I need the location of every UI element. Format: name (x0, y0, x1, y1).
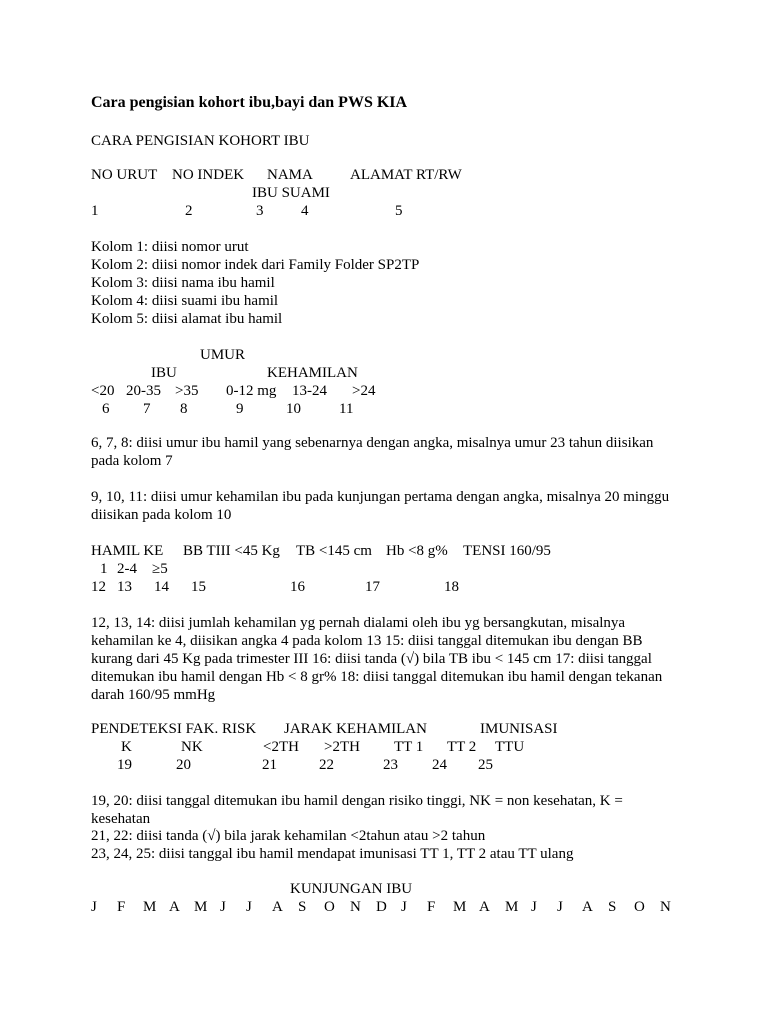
kolom-note: Kolom 5: diisi alamat ibu hamil (91, 311, 283, 327)
col-number: 12 (91, 579, 106, 595)
col-range: >35 (175, 383, 199, 399)
col-number: 9 (236, 401, 244, 417)
kunjungan-heading: KUNJUNGAN IBU (290, 881, 413, 897)
col-number: 14 (154, 579, 169, 595)
col-number: 16 (290, 579, 305, 595)
col-number: 8 (180, 401, 188, 417)
col-subheader: 1 (100, 561, 108, 577)
month-label: S (298, 899, 307, 915)
col-header-no-urut: NO URUT (91, 167, 158, 183)
col-number: 4 (301, 203, 309, 219)
col-header-jarak: JARAK KEHAMILAN (284, 721, 427, 737)
month-label: M (453, 899, 467, 915)
month-label: J (91, 899, 97, 915)
month-label: J (531, 899, 537, 915)
kolom-note: Kolom 2: diisi nomor indek dari Family Folder SP2TP (91, 257, 420, 273)
col-subheader: TT 2 (447, 739, 477, 755)
col-number: 7 (143, 401, 151, 417)
col-number: 2 (185, 203, 193, 219)
col-number: 5 (395, 203, 403, 219)
col-header-tensi: TENSI 160/95 (463, 543, 551, 559)
col-header-ibu: IBU (151, 365, 177, 381)
col-header-alamat: ALAMAT RT/RW (350, 167, 462, 183)
col-number: 3 (256, 203, 264, 219)
col-subheader: ≥5 (152, 561, 168, 577)
month-label: O (324, 899, 335, 915)
col-number: 17 (365, 579, 380, 595)
col-subheader: TT 1 (394, 739, 424, 755)
col-number: 18 (444, 579, 459, 595)
month-label: J (401, 899, 407, 915)
month-label: S (608, 899, 617, 915)
kolom-note: Kolom 1: diisi nomor urut (91, 239, 249, 255)
col-number: 1 (91, 203, 99, 219)
col-subheader: >2TH (324, 739, 360, 755)
col-number: 21 (262, 757, 277, 773)
col-number: 20 (176, 757, 191, 773)
col-header-hb: Hb <8 g% (386, 543, 448, 559)
col-range: 20-35 (126, 383, 161, 399)
month-label: F (117, 899, 126, 915)
col-number: 22 (319, 757, 334, 773)
month-label: M (194, 899, 208, 915)
col-header-hamil-ke: HAMIL KE (91, 543, 164, 559)
document-title: Cara pengisian kohort ibu,bayi dan PWS KIA (91, 94, 408, 111)
kolom-note: Kolom 4: diisi suami ibu hamil (91, 293, 279, 309)
month-label: A (169, 899, 180, 915)
month-label: J (557, 899, 563, 915)
col-subheader: TTU (495, 739, 525, 755)
col-header-imunisasi: IMUNISASI (480, 721, 558, 737)
paragraph-1920: 19, 20: diisi tanggal ditemukan ibu hamil dengan risiko tinggi, NK = non kesehatan, K = kesehatan (91, 793, 623, 827)
col-range: 13-24 (292, 383, 327, 399)
col-header-tb: TB <145 cm (296, 543, 372, 559)
month-label: M (505, 899, 519, 915)
col-range: <20 (91, 383, 115, 399)
month-label: J (220, 899, 226, 915)
col-subheader-ibu-suami: IBU SUAMI (252, 185, 330, 201)
col-number: 23 (383, 757, 398, 773)
kolom-note: Kolom 3: diisi nama ibu hamil (91, 275, 275, 291)
month-label: J (246, 899, 252, 915)
col-header-nama: NAMA (267, 167, 313, 183)
col-subheader: 2-4 (117, 561, 137, 577)
col-header-umur: UMUR (200, 347, 246, 363)
col-number: 15 (191, 579, 206, 595)
col-number: 13 (117, 579, 132, 595)
col-header-kehamilan: KEHAMILAN (267, 365, 358, 381)
col-number: 25 (478, 757, 493, 773)
col-subheader: <2TH (263, 739, 299, 755)
month-label: N (660, 899, 671, 915)
col-range: >24 (352, 383, 376, 399)
col-range: 0-12 mg (226, 383, 277, 399)
section-heading: CARA PENGISIAN KOHORT IBU (91, 133, 310, 149)
month-label: A (582, 899, 593, 915)
col-header-no-indek: NO INDEK (172, 167, 245, 183)
month-label: N (350, 899, 361, 915)
paragraph-1218: 12, 13, 14: diisi jumlah kehamilan yg pernah dialami oleh ibu yg bersangkutan, misalnya kehamilan ke 4, diisikan angka 4 pada kolom 13 15: diisi tanggal ditemukan ibu dengan BB kurang dari 45 Kg pada trimester III 16: diisi tanda (√) bila TB ibu < 145 cm 17: diisi tanggal ditemukan ibu hamil dengan Hb < 8 gr% 18: diisi tanggal ditemukan ibu hamil dengan tekanan darah 160/95 mmHg (91, 615, 663, 703)
paragraph-2122: 21, 22: diisi tanda (√) bila jarak kehamilan <2tahun atau >2 tahun (91, 828, 486, 844)
col-subheader: K (121, 739, 132, 755)
col-number: 11 (339, 401, 354, 417)
col-subheader: NK (181, 739, 203, 755)
col-number: 24 (432, 757, 447, 773)
month-label: M (143, 899, 157, 915)
month-label: D (376, 899, 387, 915)
paragraph-678: 6, 7, 8: diisi umur ibu hamil yang sebenarnya dengan angka, misalnya umur 23 tahun diisikan pada kolom 7 (91, 435, 654, 469)
col-number: 10 (286, 401, 301, 417)
col-number: 6 (102, 401, 110, 417)
col-header-bb: BB TIII <45 Kg (183, 543, 280, 559)
month-label: A (479, 899, 490, 915)
col-header-pendeteksi: PENDETEKSI FAK. RISK (91, 721, 257, 737)
month-label: A (272, 899, 283, 915)
month-label: O (634, 899, 645, 915)
col-number: 19 (117, 757, 132, 773)
paragraph-91011: 9, 10, 11: diisi umur kehamilan ibu pada kunjungan pertama dengan angka, misalnya 20 minggu diisikan pada kolom 10 (91, 489, 670, 523)
month-label: F (427, 899, 436, 915)
paragraph-2325: 23, 24, 25: diisi tanggal ibu hamil mendapat imunisasi TT 1, TT 2 atau TT ulang (91, 846, 574, 862)
